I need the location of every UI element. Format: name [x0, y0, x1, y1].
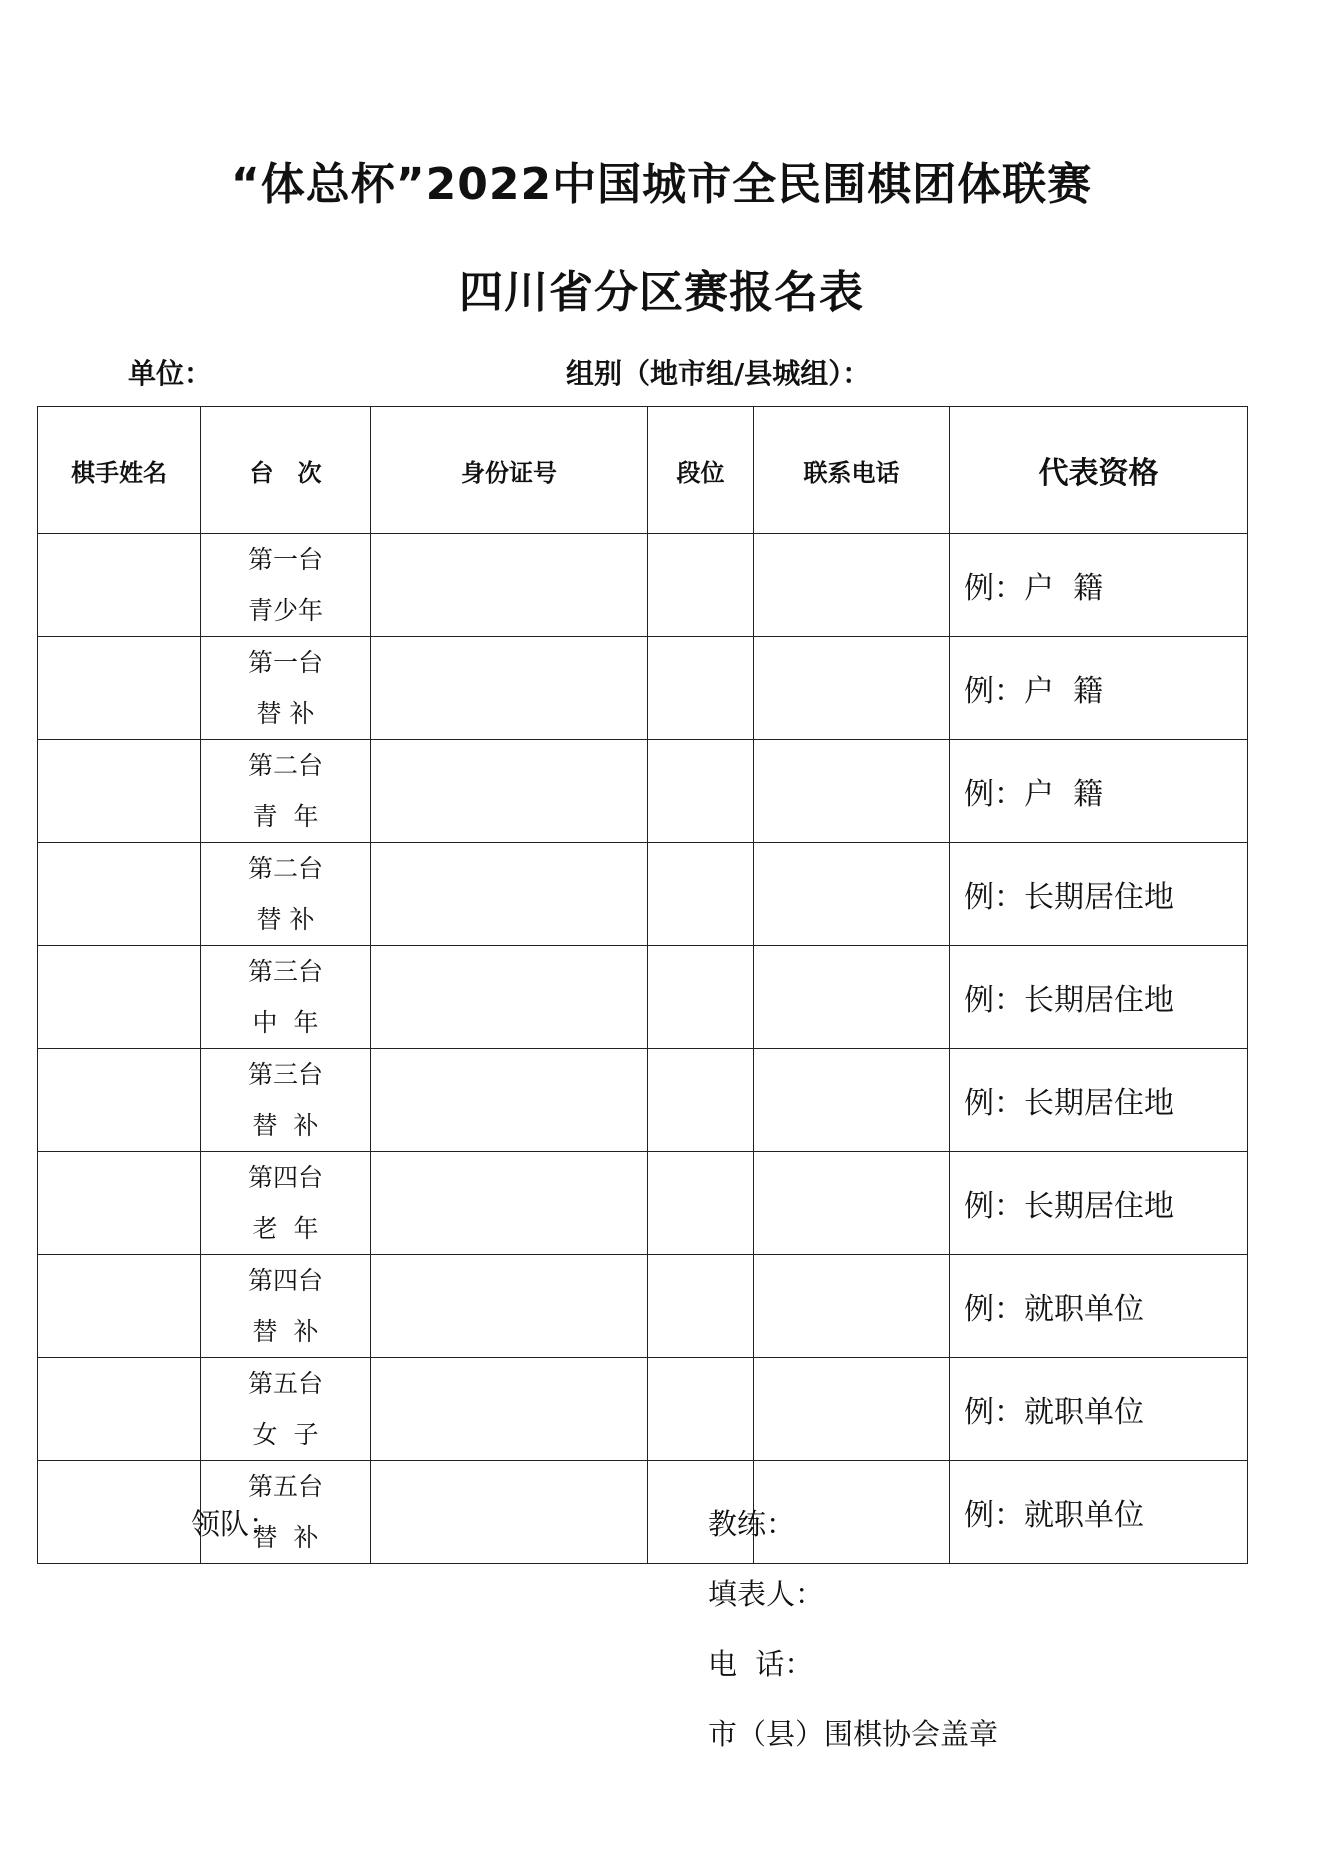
rank-cell[interactable]	[648, 1358, 754, 1461]
player-name-cell[interactable]	[38, 534, 201, 637]
seat-category: 老 年	[252, 1214, 319, 1243]
seat-cell	[201, 1049, 371, 1152]
seat-number: 第三台	[247, 1060, 323, 1089]
seat-number: 第一台	[247, 648, 323, 677]
seat-category: 替 补	[252, 1523, 319, 1552]
phone-cell[interactable]	[754, 637, 950, 740]
rank-cell[interactable]	[648, 1152, 754, 1255]
qualification-cell: 例：户 籍	[950, 740, 1248, 843]
id-number-cell[interactable]	[371, 946, 648, 1049]
table-row	[38, 946, 1248, 1049]
player-name-cell[interactable]	[38, 1152, 201, 1255]
player-name-cell[interactable]	[38, 1049, 201, 1152]
seat-category: 青少年	[247, 596, 323, 625]
table-row	[38, 1255, 1248, 1358]
rank-cell[interactable]	[648, 1049, 754, 1152]
phone-cell[interactable]	[754, 1358, 950, 1461]
seat-cell	[201, 1358, 371, 1461]
id-number-cell[interactable]	[371, 740, 648, 843]
phone-cell[interactable]	[754, 1152, 950, 1255]
player-name-cell[interactable]	[38, 1255, 201, 1358]
seat-cell	[201, 637, 371, 740]
player-name-cell[interactable]	[38, 740, 201, 843]
phone-cell[interactable]	[754, 740, 950, 843]
table-row	[38, 843, 1248, 946]
qualification-cell: 例：就职单位	[950, 1255, 1248, 1358]
seat-cell	[201, 740, 371, 843]
seat-category: 替 补	[256, 699, 315, 728]
seat-cell	[201, 1152, 371, 1255]
rank-cell[interactable]	[648, 534, 754, 637]
table-row	[38, 740, 1248, 843]
header-rank: 段位	[648, 407, 754, 534]
table-body	[38, 534, 1248, 1564]
rank-cell[interactable]	[648, 637, 754, 740]
group-field-label: 组别（地市组/县城组）：	[566, 357, 871, 390]
qualification-cell: 例：户 籍	[950, 637, 1248, 740]
form-filler-label: 填表人：	[708, 1577, 825, 1611]
id-number-cell[interactable]	[371, 1152, 648, 1255]
phone-cell[interactable]	[754, 843, 950, 946]
phone-label: 电 话：	[708, 1647, 814, 1681]
table-row	[38, 1049, 1248, 1152]
id-number-cell[interactable]	[371, 1049, 648, 1152]
unit-field-label: 单位：	[128, 357, 213, 390]
player-name-cell[interactable]	[38, 1358, 201, 1461]
rank-cell[interactable]	[648, 843, 754, 946]
rank-cell[interactable]	[648, 1255, 754, 1358]
player-name-cell[interactable]	[38, 637, 201, 740]
seat-cell	[201, 1255, 371, 1358]
qualification-cell: 例：长期居住地	[950, 946, 1248, 1049]
qualification-cell: 例：长期居住地	[950, 1049, 1248, 1152]
seat-category: 女 子	[252, 1420, 319, 1449]
table-row	[38, 1358, 1248, 1461]
player-name-cell[interactable]	[38, 946, 201, 1049]
phone-cell[interactable]	[754, 946, 950, 1049]
phone-cell[interactable]	[754, 1049, 950, 1152]
table-row	[38, 637, 1248, 740]
document-title: “体总杯”2022中国城市全民围棋团体联赛	[230, 159, 1093, 210]
seat-number: 第一台	[247, 545, 323, 574]
seat-cell	[201, 843, 371, 946]
seat-number: 第五台	[247, 1472, 323, 1501]
rank-cell[interactable]	[648, 740, 754, 843]
seat-number: 第四台	[247, 1266, 323, 1295]
table-row	[38, 1152, 1248, 1255]
table-header-row	[38, 407, 1248, 534]
id-number-cell[interactable]	[371, 843, 648, 946]
qualification-cell: 例：就职单位	[950, 1358, 1248, 1461]
id-number-cell[interactable]	[371, 1358, 648, 1461]
seat-number: 第三台	[247, 957, 323, 986]
seat-number: 第五台	[247, 1369, 323, 1398]
qualification-cell: 例：长期居住地	[950, 843, 1248, 946]
id-number-cell[interactable]	[371, 534, 648, 637]
qualification-cell: 例：长期居住地	[950, 1152, 1248, 1255]
player-name-cell[interactable]	[38, 843, 201, 946]
id-number-cell[interactable]	[371, 1461, 648, 1564]
seat-number: 第二台	[247, 751, 323, 780]
header-phone: 联系电话	[754, 407, 950, 534]
coach-label: 教练：	[708, 1507, 796, 1541]
id-number-cell[interactable]	[371, 1255, 648, 1358]
seat-category: 替 补	[256, 905, 315, 934]
phone-cell[interactable]	[754, 534, 950, 637]
player-name-cell[interactable]	[38, 1461, 201, 1564]
team-leader-label: 领队：	[191, 1507, 279, 1541]
association-seal-label: 市（县）围棋协会盖章	[708, 1717, 999, 1751]
rank-cell[interactable]	[648, 946, 754, 1049]
seat-category: 替 补	[252, 1111, 319, 1140]
header-seat: 台 次	[201, 407, 371, 534]
seat-category: 青 年	[252, 802, 319, 831]
seat-category: 中 年	[252, 1008, 319, 1037]
header-id-number: 身份证号	[371, 407, 648, 534]
registration-table	[37, 406, 1248, 1564]
seat-number: 第二台	[247, 854, 323, 883]
qualification-cell: 例：就职单位	[950, 1461, 1248, 1564]
seat-category: 替 补	[252, 1317, 319, 1346]
document-subtitle: 四川省分区赛报名表	[459, 267, 864, 318]
seat-cell	[201, 534, 371, 637]
qualification-cell: 例：户 籍	[950, 534, 1248, 637]
seat-cell	[201, 946, 371, 1049]
table-row	[38, 534, 1248, 637]
id-number-cell[interactable]	[371, 637, 648, 740]
header-qualification: 代表资格	[950, 407, 1248, 534]
header-player-name: 棋手姓名	[38, 407, 201, 534]
phone-cell[interactable]	[754, 1255, 950, 1358]
seat-number: 第四台	[247, 1163, 323, 1192]
